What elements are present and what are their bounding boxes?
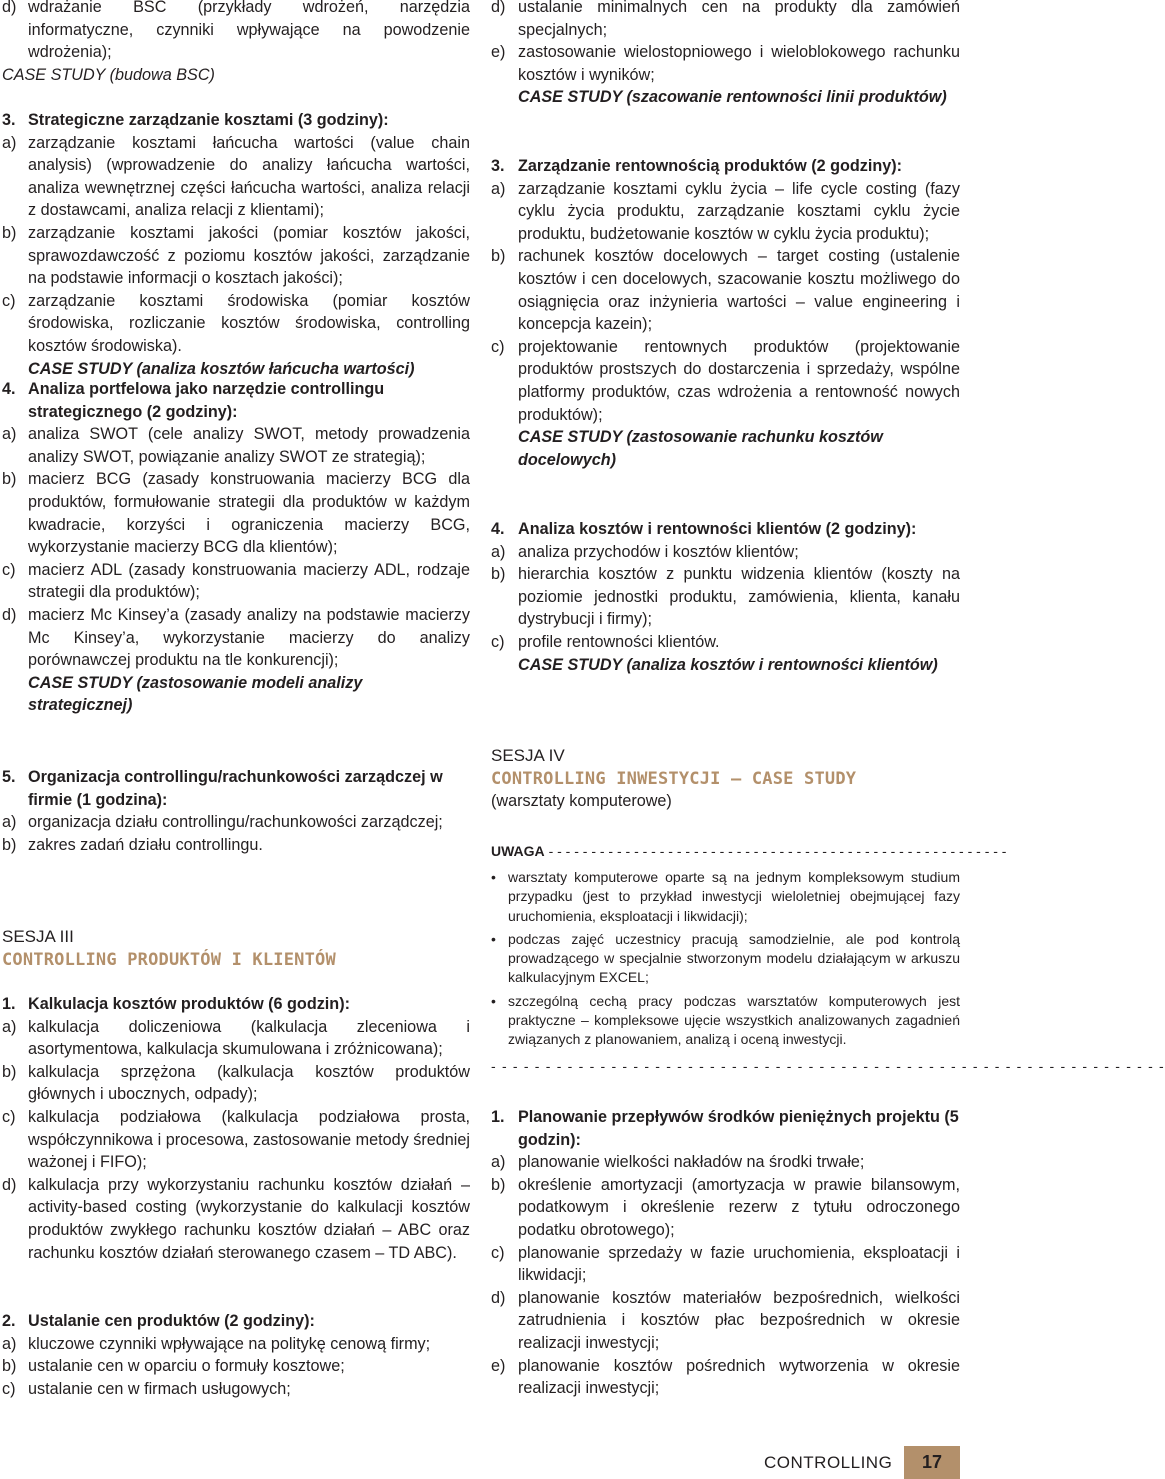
list-item: b) ustalanie cen w oparciu o formuły kosztowe; (2, 1357, 345, 1376)
section-heading: 5. Organizacja controllingu/rachunkowości zarządczej w firmie (1 godzina): (2, 768, 443, 809)
list-item: a) analiza SWOT (cele analizy SWOT, metody prowadzenia analizy SWOT, powiązanie analizy SWOT ze strategią); (2, 425, 470, 466)
session-label: SESJA IV (491, 746, 565, 765)
bullet-icon: • (491, 930, 496, 947)
section-k3 (491, 155, 960, 471)
list-item: b) macierz BCG (zasady konstruowania macierzy BCG dla produktów, formułowanie strategii dla produktów w każdym kwadracie, korzyści i ograniczenia macierzy BCG, wykorzystanie macierzy BCG dla klientów); (2, 470, 470, 557)
bullet-icon: • (491, 869, 496, 885)
list-item: d) wdrażanie BSC (przykłady wdrożeń, narzędzia informatyczne, czynniki wpływające na powodzenie wdrożenia); (2, 0, 470, 62)
section-k4 (491, 518, 960, 676)
page-number: 17 (904, 1446, 960, 1479)
section-5 (2, 766, 470, 856)
list-item: c) macierz ADL (zasady konstruowania macierzy ADL, rodzaje strategii dla produktów); (2, 560, 470, 602)
list-item: a) zarządzanie kosztami łańcucha wartości (value chain analysis) (wprowadzenie do analizy łańcucha wartości, analiza wewnętrznej części łańcucha wartości, analiza relacji z dostawcami, analiza relacji z klientami); (2, 133, 470, 220)
list-item: e) planowanie kosztów pośrednich wytworzenia w okresie realizacji inwestycji; (491, 1356, 960, 1398)
list-item: b) zakres zadań działu controllingu. (2, 835, 263, 854)
section-k1 (2, 993, 470, 1264)
list-item: a) analiza przychodów i kosztów klientów; (491, 542, 799, 561)
list-item: c) zarządzanie kosztami środowiska (pomiar kosztów środowiska, rozliczanie kosztów środowiska, controlling kosztów środowiska). (2, 291, 470, 355)
list-item: a) zarządzanie kosztami cyklu życia – life cycle costing (fazy cyklu życia produktu, zarządzanie kosztami cyklu życie produktu, budżetowanie kosztów w cyklu życia produktu); (491, 179, 960, 243)
bullet-item: • szczególną cechą pracy podczas warsztatów komputerowych jest praktyczne – kompleksowe ujęcie wszystkich analizowanych zagadnień związanych z planowaniem, analizą i oceną inwestycji. (491, 992, 960, 1050)
session-3-header (2, 926, 470, 971)
session-4-header (491, 745, 960, 813)
section-heading: 3. Strategiczne zarządzanie kosztami (3 godziny): (2, 111, 389, 129)
dash-separator: - - - - - - - - - - - - - - - - - - - - - - - - - - - - - - - - - - - - - - - - - - - - - - - - - - - - - - (548, 843, 1007, 859)
list-item: c) profile rentowności klientów. (491, 632, 720, 651)
bullet-item: • podczas zajęć uczestnicy pracują samodzielnie, ale pod kontrolą prowadzącego w specjalnie stworzonym modelu działającym w arkuszu kalkulacyjnym EXCEL; (491, 930, 960, 988)
bullet-icon: • (491, 992, 496, 1009)
case-study-note: CASE STUDY (zastosowanie rachunku kosztów docelowych) (518, 428, 883, 469)
section-heading: 1. Planowanie przepływów środków pieniężnych projektu (5 godzin): (491, 1108, 959, 1149)
list-item: c) projektowanie rentownych produktów (projektowanie produktów prostszych do dostarczenia i sprzedaży, wspólne platformy produktów, czas wdrożenia a rentowność nowych produktów); (491, 337, 960, 424)
list-item: d) macierz Mc Kinsey’a (zasady analizy na podstawie macierzy Mc Kinsey’a, wykorzystanie macierzy do analizy porównawczej produktu na tle konkurencji); (2, 605, 470, 670)
session-label: SESJA III (2, 927, 74, 946)
section-heading: 4. Analiza portfelowa jako narzędzie controllingu strategicznego (2 godziny): (2, 380, 385, 421)
session-subtitle: (warsztaty komputerowe) (491, 792, 672, 811)
session-title: CONTROLLING INWESTYCJI – CASE STUDY (491, 768, 857, 789)
list-item: c) kalkulacja podziałowa (kalkulacja podziałowa prosta, współczynnikowa i procesowa, zastosowanie metody średniej ważonej i FIFO); (2, 1107, 470, 1172)
section-heading: 1. Kalkulacja kosztów produktów (6 godzin): (2, 995, 350, 1013)
section-4 (2, 378, 470, 717)
list-item: d) ustalanie minimalnych cen na produkty dla zamówień specjalnych; (491, 0, 960, 39)
list-item: a) planowanie wielkości nakładów na środki trwałe; (491, 1153, 865, 1172)
case-study-note: CASE STUDY (szacowanie rentowności linii produktów) (518, 88, 947, 107)
dash-separator: - - - - - - - - - - - - - - - - - - - - - - - - - - - - - - - - - - - - - - - - - - - - - - - - - - - - - - - - - - - - - - (491, 1057, 1165, 1074)
uwaga-box (491, 842, 1165, 1076)
list-item: a) organizacja działu controllingu/rachunkowości zarządczej; (2, 813, 443, 832)
uwaga-heading: UWAGA - - - - - - - - - - - - - - - - - - - - - - - - - - - - - - - - - - - - - - - - - - - - - - - - - - - - - - (491, 843, 1007, 859)
section-heading: 3. Zarządzanie rentownością produktów (2 godziny): (491, 157, 903, 175)
list-item: d) kalkulacja przy wykorzystaniu rachunku kosztów działań – activity-based costing (wykorzystanie do kalkulacji kosztów produktów zwykłego rachunku kosztów działań – ABC oraz rachunku kosztów działań sterowanego czasem – TD ABC). (2, 1175, 470, 1262)
section-3 (2, 109, 470, 380)
section-heading: 2. Ustalanie cen produktów (2 godziny): (2, 1312, 315, 1330)
case-study-note: CASE STUDY (zastosowanie modeli analizy strategicznej) (28, 673, 363, 715)
session-title: CONTROLLING PRODUKTÓW I KLIENTÓW (2, 949, 336, 970)
case-study-note: CASE STUDY (analiza kosztów łańcucha wartości) (28, 359, 415, 378)
section-i1 (491, 1106, 960, 1400)
list-item: e) zastosowanie wielostopniowego i wieloblokowego rachunku kosztów i wyników; (491, 43, 960, 84)
list-item: b) zarządzanie kosztami jakości (pomiar kosztów jakości, sprawozdawczość z poziomu kosztów jakości, zarządzanie na podstawie informacji o kosztach jakości); (2, 223, 470, 288)
list-item: a) kluczowe czynniki wpływające na politykę cenową firmy; (2, 1334, 431, 1353)
list-item: c) ustalanie cen w firmach usługowych; (2, 1379, 291, 1398)
bullet-item: • warsztaty komputerowe oparte są na jednym kompleksowym studium przypadku (jest to przykład inwestycji wieloletniej obejmującej fazy uruchomienia, eksploatacji i likwidacji); (491, 868, 960, 926)
case-study-note: CASE STUDY (budowa BSC) (2, 65, 215, 84)
list-item: c) planowanie sprzedaży w fazie uruchomienia, eksploatacji i likwidacji; (491, 1243, 960, 1285)
list-item: b) kalkulacja sprzężona (kalkulacja kosztów produktów głównych i ubocznych, odpady); (2, 1062, 470, 1104)
section-k2 (2, 1310, 470, 1400)
list-item: d) planowanie kosztów materiałów bezpośrednich, wielkości zatrudnienia i kosztów płac bezpośrednich w okresie realizacji inwestycji; (491, 1288, 960, 1352)
case-study-note: CASE STUDY (analiza kosztów i rentowności klientów) (518, 655, 938, 674)
list-item: b) rachunek kosztów docelowych – target costing (ustalenie kosztów i cen docelowych, szacowanie kosztu możliwego do osiągnięcia oraz inżynieria wartości – value engineering i koncepcja kazein); (491, 247, 960, 334)
footer-section-name: CONTROLLING (764, 1453, 893, 1472)
section-heading: 4. Analiza kosztów i rentowności klientów (2 godziny): (491, 520, 917, 538)
list-item: b) określenie amortyzacji (amortyzacja w prawie bilansowym, podatkowym i określenie rezerw z tytułu odroczonego podatku obrotowego); (491, 1175, 960, 1239)
list-item: a) kalkulacja doliczeniowa (kalkulacja zleceniowa i asortymentowa, kalkulacja skumulowana i zróżnicowana); (2, 1017, 470, 1059)
list-item: b) hierarchia kosztów z punktu widzenia klientów (koszty na poziomie jednostki produktu, zamówienia, klienta, kanału dystrybucji i firmy); (491, 565, 960, 629)
